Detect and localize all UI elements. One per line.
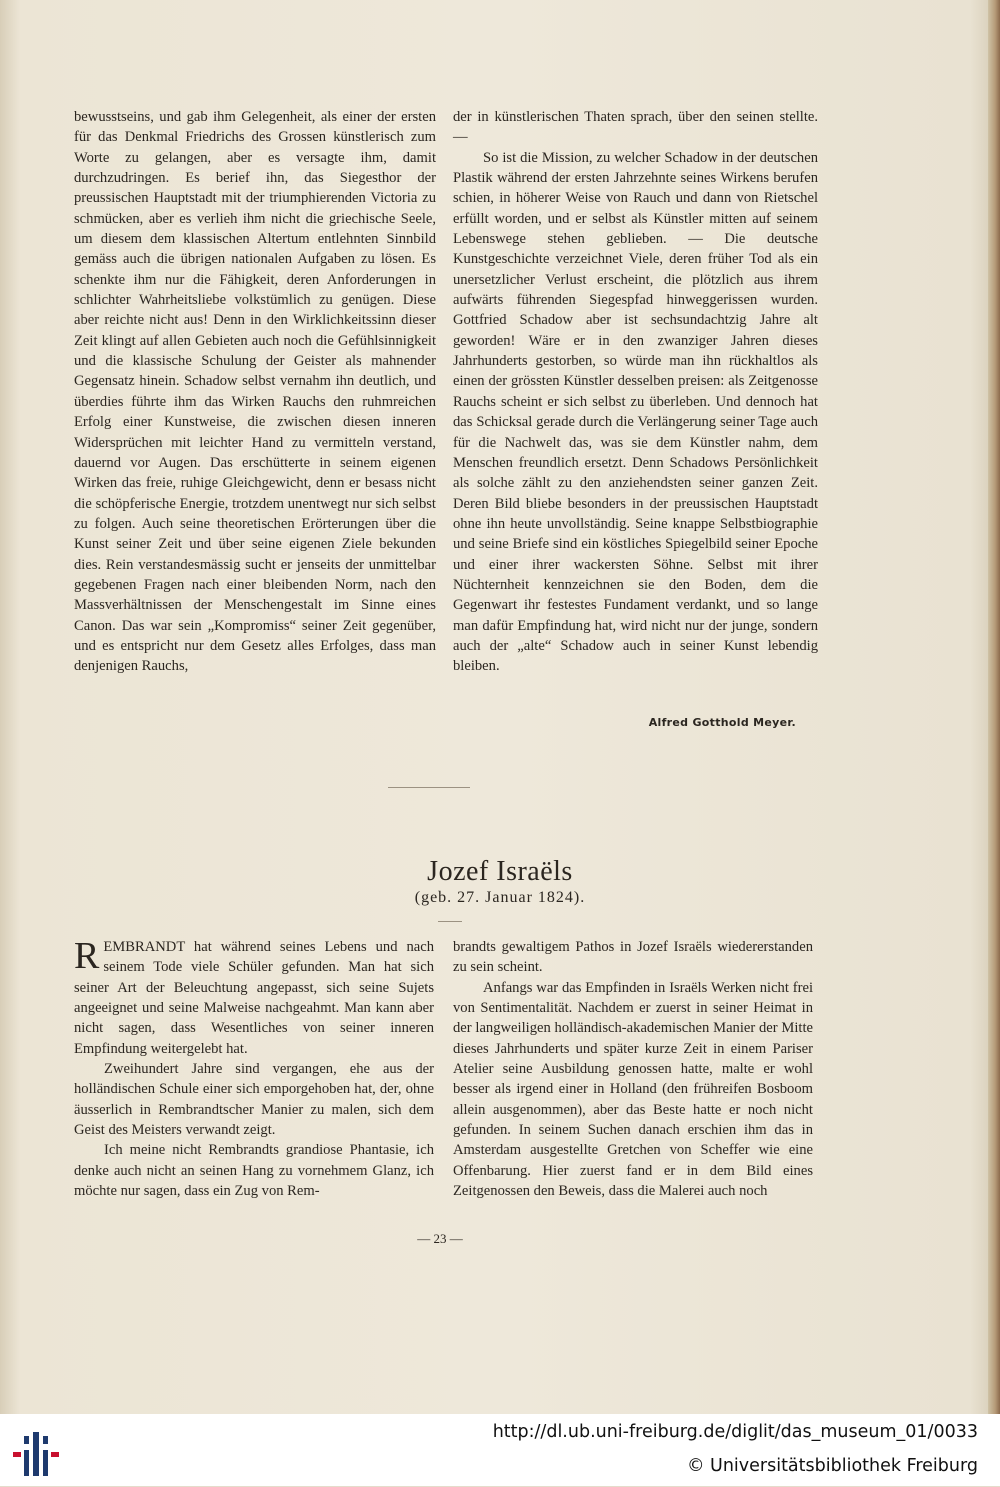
page-number: — 23 — (417, 1231, 463, 1246)
article-subtitle: (geb. 27. Januar 1824). (414, 889, 586, 906)
paragraph: brandts gewaltigem Pathos in Jozef Israëls wiedererstanden zu sein scheint. (453, 939, 813, 976)
page-edge (988, 0, 1000, 1414)
paragraph (74, 937, 434, 1059)
article1-column-1 (74, 107, 436, 677)
article2-column-1 (74, 937, 434, 1201)
paragraph: So ist die Mission, zu welcher Schadow in der deutschen Plastik während der ersten Jahrzehnte seines Wirkens berufen schien, in höherer Weise von Rauch und dann von Rietschel erfüllt worden, und er selbst als Künstler mitten auf seinem Lebenswege stehen geblieben. — Die deutsche Kunstgeschichte verzeichnet Viele, deren früher Tod als ein unersetzlicher Verlust erscheint, die plötzlich aus ihrem aufwärts führenden Siegespfad hinweggerissen wurden. Gottfried Schadow aber ist sechsundachtzig Jahre alt geworden! Wäre er in den zwanziger Jahren dieses Jahrhunderts gestorben, so würde man ihn rückhaltlos als einen der grössten Künstler desselben preisen: als Zeitgenosse Rauchs scheint er sich selbst zu überleben. Und dennoch hat das Schicksal gerade durch die Verlängerung seiner Tage auch für die Nachwelt das, was sie dem Künstler nahm, dem Menschen freundlich ersetzt. Denn Schadows Persönlichkeit als solche zählt zu den anziehendsten seiner ganzen Zeit. Deren Bild bliebe besonders in der preussischen Hauptstadt ohne ihn heute unvollständig. Seine knappe Selbstbiographie und seine Briefe sind ein köstliches Spiegelbild seiner Epoche und einer ihrer wackersten Söhne. Selbst mit ihrer Nüchternheit kennzeichnen sie den Boden, dem die Gegenwart ihr festestes Fundament verdankt, und so lange man dafür Empfindung hat, wird nicht nur der junge, sondern auch der „alte“ Schadow auch in seiner Kunst lebendig bleiben. (453, 149, 818, 675)
author-signature: Alfred Gotthold Meyer. (648, 716, 796, 729)
paragraph-text: EMBRANDT hat während seines Lebens und nach seinem Tode viele Schüler gefunden. Man hat sich seiner Art der Beleuchtung angepasst, sich seine Sujets angeeignet und seine Malweise nachgeahmt. Man kann aber nicht sagen, dass Wesentliches von seiner inneren Empfindung weitergelebt hat. (74, 939, 434, 1057)
copyright-notice: © Universitätsbibliothek Freiburg (686, 1456, 978, 1476)
paragraph: der in künstlerischen Thaten sprach, über den seinen stellte. — (453, 109, 818, 146)
title-divider (438, 921, 462, 922)
source-url[interactable]: http://dl.ub.uni-freiburg.de/diglit/das_museum_01/0033 (492, 1422, 978, 1442)
paragraph: bewusstseins, und gab ihm Gelegenheit, als einer der ersten für das Denkmal Friedrichs des Grossen künstlerisch zum Worte zu gelangen, aber es versagte ihm, damit durchzudringen. Es berief ihn, das Siegesthor der preussischen Hauptstadt mit der triumphierenden Victoria zu schmücken, aber es verlieh ihm nicht die griechische Seele, um diesem dem klassischen Altertum entlehnten Sinnbild gemäss auch die übrigen nationalen Aufgaben zu lösen. Es schenkte ihm nur die Fähigkeit, deren Anforderungen in schlichter Wahrheitsliebe volkstümlich zu genügen. Diese aber reichte nicht aus! Denn in den Wirklichkeitssinn dieser Zeit klingt auf allen Gebieten auch noch die Gefühlsinnigkeit und die klassische Schulung der Geister als mahnender Gegensatz hinein. Schadow selbst vernahm ihn deutlich, und überdies führte ihm das Wirken Rauchs den ruhmreichen Erfolg einer Kunstweise, die zwischen diesen inneren Widersprüchen mit leichter Hand zu vermitteln verstand, dauernd vor Augen. Das erschütterte in seinem eigenen Wirken das freie, ruhige Gleichgewicht, denn er besass nicht die schöpferische Energie, trotzdem unentwegt nur sich selbst zu folgen. Auch seine theoretischen Erörterungen über die Kunst seiner Zeit und über seine eigenen Ziele bekunden dies. Rein verstandesmässig sucht er jenseits der unmittelbar gegebenen Fragen nach einer bleibenden Norm, nach den Massverhältnissen der Menschengestalt im Sinne eines Canon. Das war sein „Kompromiss“ seiner Zeit gegenüber, und es entspricht nur dem Gesetz alles Erfolges, dass man denjenigen Rauchs, (74, 109, 436, 675)
ub-freiburg-logo-icon[interactable] (10, 1418, 66, 1482)
paragraph: Ich meine nicht Rembrandts grandiose Phantasie, ich denke auch nicht an seinen Hang zu vornehmem Glanz, ich möchte nur sagen, dass ein Zug von Rem- (74, 1142, 434, 1200)
paragraph: Anfangs war das Empfinden in Israëls Werken nicht frei von Sentimentalität. Nachdem er zuerst in seiner Heimat in der langweiligen holländisch-akademischen Manier der Mitte dieses Jahrhunderts und später kurze Zeit in einem Pariser Atelier seine Ausbildung genossen hatte, malte er wohl besser als irgend einer in Holland (den frühreifen Bosboom allein ausgenommen), aber das Beste hatte er noch nicht gefunden. In seinem Suchen danach erschien ihm das in Amsterdam ausgestellte Gretchen von Scheffer wie eine Offenbarung. Hier zuerst fand er in dem Bild eines Zeitgenossen den Beweis, dass die Malerei auch noch (453, 979, 813, 1200)
drop-cap: R (74, 935, 100, 977)
article1-column-2 (453, 107, 818, 677)
article-title: Jozef Israëls (427, 856, 573, 887)
section-divider (388, 787, 470, 788)
paragraph: Zweihundert Jahre sind vergangen, ehe aus der holländischen Schule einer sich emporgehoben hat, der, ohne äusserlich in Rembrandtscher Manier zu malen, sich dem Geist des Meisters verwandt zeigt. (74, 1061, 434, 1139)
article2-column-2 (453, 937, 813, 1201)
